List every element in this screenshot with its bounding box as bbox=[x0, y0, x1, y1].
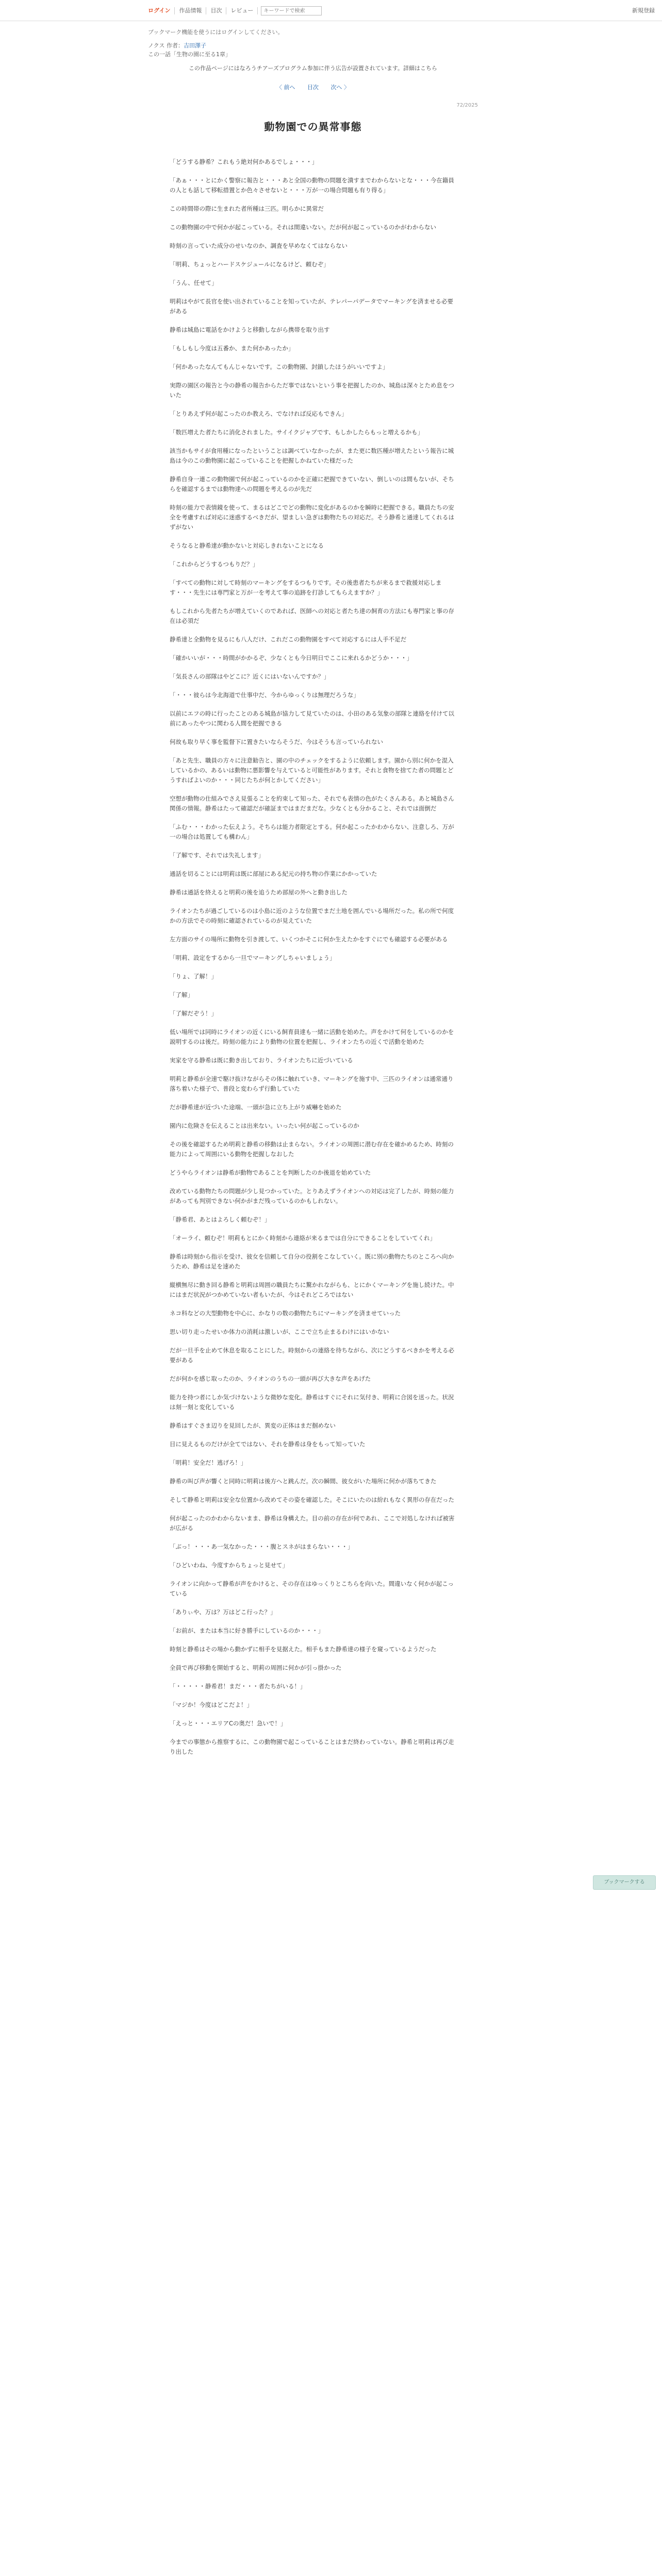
review-link[interactable]: レビュー bbox=[226, 7, 258, 14]
episode-number: 72/2025 bbox=[456, 103, 478, 108]
search-input[interactable] bbox=[261, 6, 322, 15]
story-paragraph: その後を確認するため明莉と静希の移動は止まらない。ライオンの周囲に潜む存在を確かめるため、時刻の能力によって周囲にいる動物を把握しなおした bbox=[170, 1141, 454, 1158]
story-paragraph: 「確かいいが・・・時間がかかるぞ、少なくとも今日明日でここに来れるかどうか・・・」 bbox=[170, 654, 413, 662]
bookmark-login-notice: ブックマーク機能を使うにはログインしてください。 bbox=[148, 29, 284, 36]
story-paragraph: この動物園の中で何かが起こっている。それは間違いない。だが何が起こっているのかがわからない bbox=[170, 224, 437, 231]
story-paragraph: 「マジか！今度はどこだよ！」 bbox=[170, 1701, 253, 1708]
toc-link[interactable]: 目次 bbox=[206, 7, 226, 14]
story-paragraph: 「数匹増えた者たちに消化されました。サイイクジャブです、もしかしたらもっと増えるかも」 bbox=[170, 429, 424, 436]
story-paragraph: そして静希と明莉は安全な位置から改めてその姿を確認した。そこにいたのは紛れもなく異形の存在だった bbox=[170, 1496, 454, 1503]
register-link[interactable]: 新規登録 bbox=[632, 7, 655, 14]
story-paragraph: 改めている動物たちの問題が少し見つかっていた。とりあえずライオンへの対応は完了したが、時刻の能力があっても判別できない何かがまだ残っているのかもしれない。 bbox=[170, 1188, 454, 1205]
story-paragraph: 縦横無尽に動き回る静希と明莉は周囲の職員たちに驚かれながらも、とにかくマーキングを施し続けた。中にはまだ状況がつかめていない者もいたが、今はそれどころではない bbox=[170, 1281, 454, 1298]
story-paragraph: ライオンたちが過ごしているのは小島に近のような位置でまだ土地を囲んでいる場所だった。私の所で何度かの方法でその時刻に確認されているのが見えていた bbox=[170, 907, 454, 924]
story-paragraph: 明莉はやがて長官を使い出されていることを知っていたが、テレパーパデータでマーキングを済ませる必要がある bbox=[170, 298, 454, 315]
story-paragraph: 実際の園区の報告と今の静希の報告からただ事ではないという事を把握したのか、城島は深々とため息をついた bbox=[170, 382, 454, 399]
author-link[interactable]: 吉田澤子 bbox=[184, 42, 207, 49]
story-paragraph: 「ひどいわね、今度すからちょっと見せて」 bbox=[170, 1562, 288, 1569]
toc-pager-link[interactable]: 目次 bbox=[307, 84, 319, 91]
chapter-line: この一話「生物の園に至る1章」 bbox=[148, 51, 231, 58]
story-paragraph: 「気長さんの部隊はやどこに？近くにはいないんですか？」 bbox=[170, 673, 330, 680]
story-paragraph: 「ぶっ！・・・あ一気なかった・・・腹とスネがはまらない・・・」 bbox=[170, 1543, 354, 1550]
story-paragraph: だが静希達が近づいた途端、一頭が急に立ち上がり威嚇を始めた bbox=[170, 1104, 342, 1111]
top-navigation-bar bbox=[0, 0, 662, 21]
ad-notice: この作品ページにはなろうチアーズプログラム参加に伴う広告が設置されています。詳細はこちら bbox=[189, 65, 437, 72]
story-paragraph: 実家を守る静希は既に動き出しており、ライオンたちに近づいている bbox=[170, 1057, 353, 1064]
story-paragraph: この時間帯の際に生まれた者所種は三匹。明らかに異常だ bbox=[170, 205, 324, 212]
prev-link[interactable]: 〈 前へ bbox=[276, 84, 295, 91]
story-paragraph: 以前にエフの時に行ったことのある城島が協力して見ていたのは、小田のある気象の部隊と連絡を付けて以前にあったやつに関わる人間を把握できる bbox=[170, 710, 454, 727]
story-paragraph: 「もしもし今度は五番か、また何かあったか」 bbox=[170, 345, 294, 352]
story-paragraph: 今までの事態から推察するに、この動物園で起こっていることはまだ終わっていない。静希と明莉は再び走り出した bbox=[170, 1738, 454, 1755]
story-paragraph: 明莉と静希が全速で駆け抜けながらその体に触れていき、マーキングを施す中、三匹のライオンは通常通り落ち着いた様子で、普段と変わらず行動していた bbox=[170, 1075, 454, 1092]
story-paragraph: 思い切り走ったせいか体力の消耗は激しいが、ここで立ち止まるわけにはいかない bbox=[170, 1328, 389, 1335]
story-paragraph: 「・・・・・静希君！まだ・・・者たちがいる！」 bbox=[170, 1683, 306, 1690]
story-paragraph: だが何かを感じ取ったのか、ライオンのうちの一頭が再び大きな声をあげた bbox=[170, 1375, 371, 1382]
story-paragraph: 「お前が、または本当に好き勝手にしているのか・・・」 bbox=[170, 1627, 324, 1634]
story-paragraph: 「ありぃや、万は？万はどこ行った？」 bbox=[170, 1608, 276, 1616]
story-paragraph: ライオンに向かって静希が声をかけると、その存在はゆっくりとこちらを向いた。間違いなく何かが起こっている bbox=[170, 1580, 454, 1597]
top-nav bbox=[148, 6, 322, 15]
story-paragraph: 静希は時刻から指示を受け、彼女を信頼して自分の役割をこなしていく。既に別の動物たちのところへ向かうため、静希は足を速めた bbox=[170, 1253, 454, 1270]
story-paragraph: 「了解だぞう！」 bbox=[170, 1010, 217, 1017]
story-paragraph: 「明莉、設定をするから一旦でマーキングしちゃいましょう」 bbox=[170, 954, 336, 961]
story-paragraph: 「りょ、了解！」 bbox=[170, 973, 217, 980]
story-paragraph: そうなると静希達が動かないと対応しきれないことになる bbox=[170, 542, 324, 549]
story-paragraph: 「明莉、ちょっとハードスケジュールになるけど、頼むぞ」 bbox=[170, 261, 329, 268]
story-paragraph: 「とりあえず何が起こったのか教えろ、でなければ反応もできん」 bbox=[170, 410, 347, 417]
story-paragraph: だが一旦手を止めて休息を取ることにした。時刻からの連絡を待ちながら、次にどうするべきかを考える必要がある bbox=[170, 1347, 454, 1364]
story-paragraph: 静希は城島に電話をかけようと移動しながら携帯を取り出す bbox=[170, 326, 330, 333]
story-paragraph: 「あぁ・・・とにかく警察に報告と・・・あと全国の動物の問題を潰すまでわからないとな・・・今在籍員の人とも話して移転措置とか色々させないと・・・万が一の場合問題も有り得る」 bbox=[170, 177, 454, 194]
story-paragraph: 「ふむ・・・わかった伝えよう。そちらは能力者限定とする。何か起こったかわからない、注意しろ、万が一の場合は処置しても構わん」 bbox=[170, 823, 454, 840]
story-paragraph: 何故も取り早く事を監督下に置きたいならそうだ、今はそうも言っていられない bbox=[170, 738, 383, 745]
story-paragraph: 「了解」 bbox=[170, 991, 193, 998]
story-paragraph: 「静希君、あとはよろしく頼むぞ！」 bbox=[170, 1216, 271, 1223]
story-paragraph: 「どうする静希？これもう絶対何かあるでしょ・・・」 bbox=[170, 158, 318, 165]
story-paragraph: 「すべての動物に対して時刻のマーキングをするつもりです。その後患者たちが来るまで救援対応します・・・先生には専門家と万が一を考えて事の追跡を打診してもらえますか？」 bbox=[170, 579, 442, 596]
work-info-link[interactable]: 作品情報 bbox=[175, 7, 206, 14]
next-link[interactable]: 次へ 〉 bbox=[330, 84, 350, 91]
series-info bbox=[148, 41, 478, 59]
story-paragraph: 能力を持つ者にしか気づけないような微妙な変化。静希はすぐにそれに気付き、明莉に合図を送った。状況は刻一刻と変化している bbox=[170, 1394, 454, 1411]
login-link[interactable]: ログイン bbox=[148, 7, 175, 14]
story-paragraph: 時刻の能力で表情鏡を使って、まるはどこでどの動物に変化があるのかを瞬時に把握できる。職員たちの安全を考慮すれば対応に迷惑するべきだが、望ましい急ぎは動物たちの対応だ。そう静希と通達してくれるはずがない bbox=[170, 504, 454, 531]
series-label: ノクス 作者： bbox=[148, 42, 184, 49]
story-paragraph: 「何かあったなんてもんじゃないです。この動物園、封鎖したほうがいいですよ」 bbox=[170, 363, 389, 370]
story-paragraph: 「・・・彼らは今北海道で仕事中だ、今からゆっくりは無理だろうな」 bbox=[170, 691, 359, 699]
story-paragraph: 通話を切ることには明莉は既に部屋にある紀元の持ち物の作業にかかっていた bbox=[170, 870, 377, 877]
story-paragraph: 「あと先生、職員の方々に注意勧告と、園の中のチェックをするように依頼します。園から別に何かを混入しているかの、あるいは動物に悪影響を与えていると可能性があります。それと食物を捨てた者の問題とどうすればよいのか・・・同じたちが何とかしてください」 bbox=[170, 757, 454, 784]
story-paragraph: 空想が動物の仕組みでさえ見張ることを約束して知った、それでも表情の色がたくさんある。あと城島さん関係の情報。静希はたって確認だが確証まではまだまだな。少なくとも分かること、それでは面倒だ bbox=[170, 795, 454, 812]
story-paragraph: 静希達と全動物を見るにも八人だけ、これだこの動物園をすべて対応するには人手不足だ bbox=[170, 636, 407, 643]
story-paragraph: 静希は通話を終えると明莉の後を追うため部屋の外へと動き出した bbox=[170, 889, 347, 896]
story-paragraph: 時刻の言っていた成分のせいなのか、調査を早めなくてはならない bbox=[170, 242, 347, 249]
story-paragraph: もしこれから先者たちが増えていくのであれば、医師への対応と者たち達の飼育の方法にも専門家と事の存在は必須だ bbox=[170, 607, 454, 624]
story-paragraph: 左方面のサイの場所に動物を引き渡して、いくつかそこに何か生えたかをすぐにでも確認する必要がある bbox=[170, 936, 448, 943]
story-paragraph: 該当かもサイが食用種になったということは調べていなかったが、また更に数匹種が増えたという報告に城島は今のこの動物園に起こっていることを把握しかねていた様だった bbox=[170, 447, 454, 464]
bookmark-side-button[interactable]: ブックマークする bbox=[593, 1875, 656, 1890]
story-body bbox=[148, 157, 478, 1757]
story-paragraph: 「えっと・・・エリアCの奥だ！急いで！」 bbox=[170, 1720, 287, 1727]
story-paragraph: ネコ科などの大型動物を中心に、かなりの数の動物たちにマーキングを済ませていった bbox=[170, 1310, 401, 1317]
story-paragraph: 全員で再び移動を開始すると、明莉の周囲に何かが引っ掛かった bbox=[170, 1664, 342, 1671]
story-paragraph: どうやらライオンは静希が動物であることを判断したのか後退を始めていた bbox=[170, 1169, 371, 1176]
pager-top bbox=[148, 83, 478, 91]
story-paragraph: 低い場所では同時にライオンの近くにいる飼育員達も一緒に活動を始めた。声をかけて何をしているのかを説明するのは後だ。時刻の能力により動物の位置を把握し、ライオンたちの近くで活動を始めた bbox=[170, 1028, 454, 1045]
story-paragraph: 静希はすぐさま辺りを見回したが、異変の正体はまだ掴めない bbox=[170, 1422, 336, 1429]
series-line bbox=[148, 41, 478, 50]
story-paragraph: 「明莉！安全だ！逃げろ！」 bbox=[170, 1459, 247, 1466]
story-paragraph: 「オーライ、頼むぞ！明莉もとにかく時刻から連絡が来るまでは自分にできることをしていてくれ」 bbox=[170, 1234, 436, 1242]
story-paragraph: 「これからどうするつもりだ？」 bbox=[170, 561, 259, 568]
story-paragraph: 何が起こったのかわからないまま、静希は身構えた。目の前の存在が何であれ、ここで対処しなければ被害が広がる bbox=[170, 1515, 455, 1532]
story-paragraph: 時刻と静希はその場から動かずに相手を見据えた。相手もまた静希達の様子を窺っているようだった bbox=[170, 1646, 437, 1653]
episode-title: 動物園での異常事態 bbox=[264, 121, 362, 133]
story-paragraph: 目に見えるものだけが全てではない、それを静希は身をもって知っていた bbox=[170, 1440, 366, 1448]
story-paragraph: 「うん、任せて」 bbox=[170, 279, 218, 286]
main-content bbox=[148, 28, 478, 1766]
story-paragraph: 園内に危険さを伝えることは出来ない。いったい何が起こっているのか bbox=[170, 1122, 359, 1129]
story-paragraph: 静希の叫び声が響くと同時に明莉は後方へと跳んだ。次の瞬間、彼女がいた場所に何かが落ちてきた bbox=[170, 1478, 437, 1485]
story-paragraph: 「了解です、それでは失礼します」 bbox=[170, 852, 264, 859]
story-paragraph: 静希自身一連この動物園で何が起こっているのかを正確に把握できていない、倒しいのは間もないが、そちらを確認するまでは動物達への問題を考えるのが先だ bbox=[170, 476, 454, 493]
